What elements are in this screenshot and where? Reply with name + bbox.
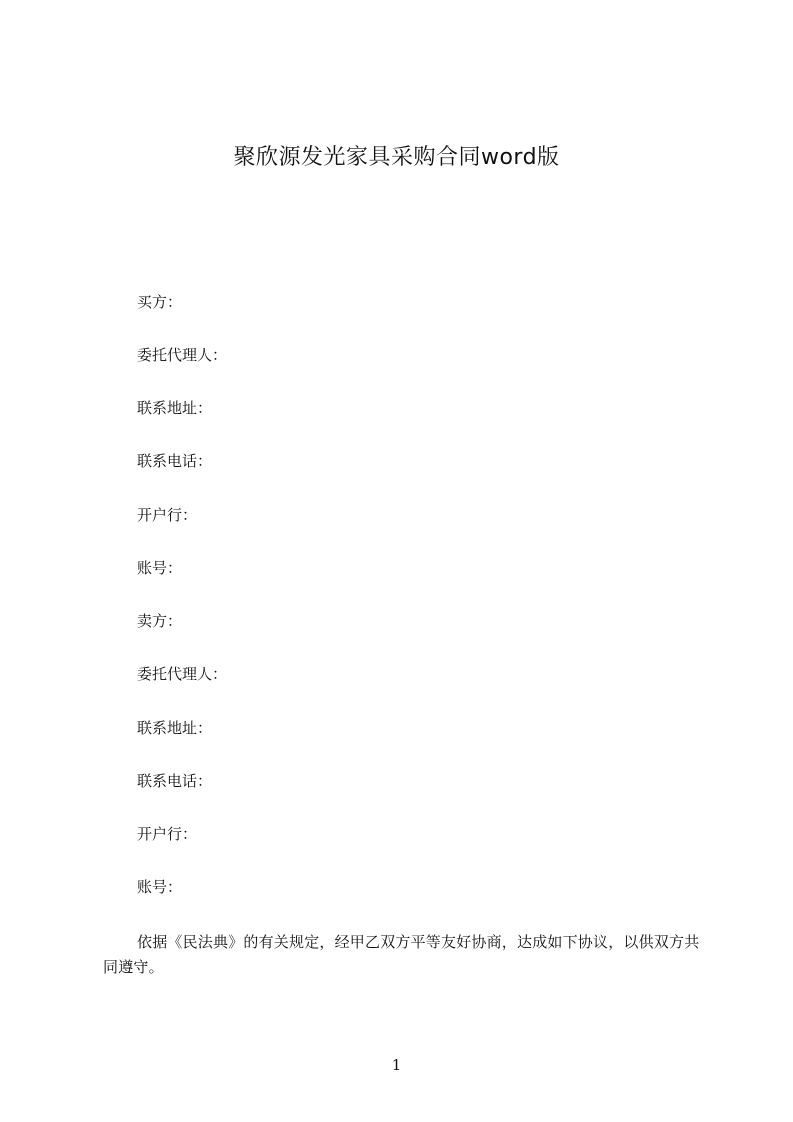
seller-address-label: 联系地址： xyxy=(137,719,213,737)
seller-bank-label: 开户行： xyxy=(137,825,198,843)
buyer-bank-label: 开户行： xyxy=(137,506,198,524)
buyer-agent-label: 委托代理人： xyxy=(137,346,228,364)
document-title: 聚欣源发光家具采购合同word版 xyxy=(233,145,560,170)
intro-paragraph: 依据《民法典》的有关规定，经甲乙双方平等友好协商，达成如下协议，以供双方共同遵守。 xyxy=(103,933,700,976)
seller-account-label: 账号： xyxy=(137,878,183,896)
buyer-phone-label: 联系电话： xyxy=(137,452,213,470)
buyer-account-label: 账号： xyxy=(137,559,183,577)
buyer-label: 买方： xyxy=(137,293,183,311)
seller-agent-label: 委托代理人： xyxy=(137,665,228,683)
page-number: 1 xyxy=(391,1056,402,1074)
seller-label: 卖方： xyxy=(137,612,183,630)
seller-phone-label: 联系电话： xyxy=(137,772,213,790)
buyer-address-label: 联系地址： xyxy=(137,399,213,417)
